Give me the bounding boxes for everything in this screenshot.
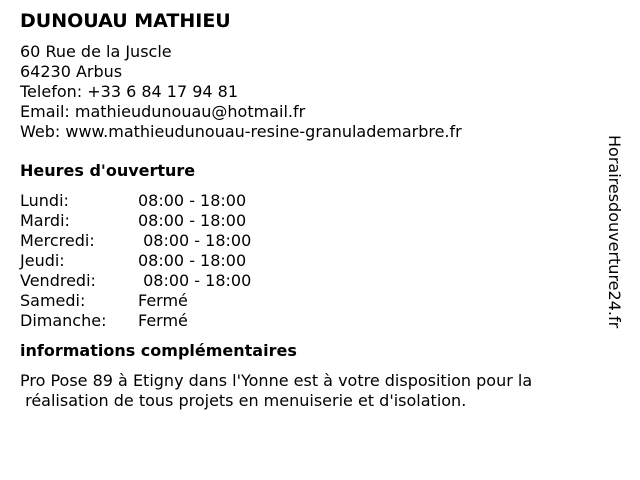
website-url: Web: www.mathieudunouau-resine-granulademarbre.fr (20, 122, 462, 141)
additional-info-title: informations complémentaires (20, 341, 297, 360)
day-hours: Fermé (138, 311, 188, 330)
day-hours: 08:00 - 18:00 (138, 191, 247, 210)
day-label: Mercredi: (20, 231, 95, 250)
day-label: Samedi: (20, 291, 86, 310)
hours-row-monday (20, 191, 600, 211)
business-description: Pro Pose 89 à Etigny dans l'Yonne est à votre disposition pour la réalisation de tous projets en menuiserie et d'isolation. (20, 371, 533, 410)
city-postcode: 64230 Arbus (20, 62, 123, 81)
day-label: Dimanche: (20, 311, 107, 330)
email-address: Email: mathieudunouau@hotmail.fr (20, 102, 306, 121)
hours-row-sunday (20, 311, 600, 331)
hours-row-tuesday (20, 211, 600, 231)
day-hours: 08:00 - 18:00 (138, 251, 247, 270)
day-label: Mardi: (20, 211, 70, 230)
day-label: Jeudi: (20, 251, 65, 270)
business-name: DUNOUAU MATHIEU (20, 10, 231, 32)
site-brand-label: Horairesdouverture24.fr (605, 135, 624, 329)
address-block (20, 42, 600, 142)
day-hours: 08:00 - 18:00 (138, 271, 252, 290)
hours-row-saturday (20, 291, 600, 311)
day-hours: 08:00 - 18:00 (138, 211, 247, 230)
business-card (20, 8, 600, 411)
day-hours: Fermé (138, 291, 188, 310)
phone-number: Telefon: +33 6 84 17 94 81 (20, 82, 239, 101)
opening-hours-title: Heures d'ouverture (20, 161, 196, 180)
street-address: 60 Rue de la Juscle (20, 42, 172, 61)
hours-row-wednesday (20, 231, 600, 251)
day-label: Vendredi: (20, 271, 96, 290)
opening-hours-table (20, 191, 600, 331)
day-label: Lundi: (20, 191, 69, 210)
hours-row-friday (20, 271, 600, 291)
day-hours: 08:00 - 18:00 (138, 231, 252, 250)
hours-row-thursday (20, 251, 600, 271)
